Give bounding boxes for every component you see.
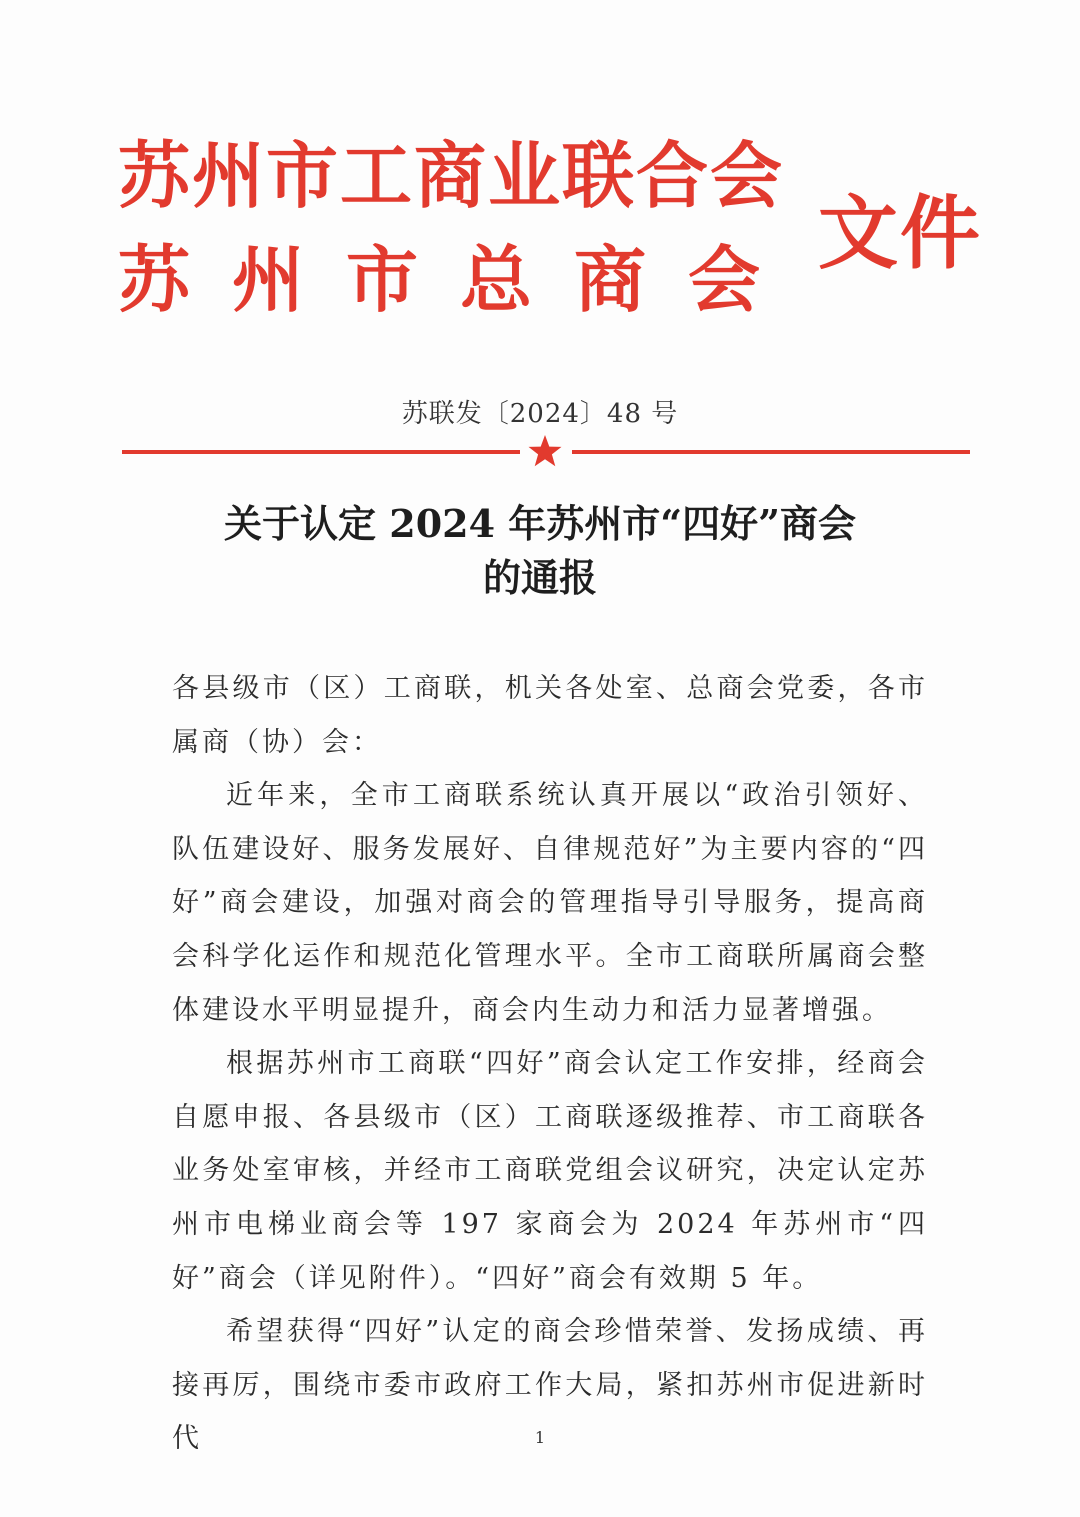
document-body xyxy=(172,662,928,1466)
page-number: 1 xyxy=(534,1428,546,1447)
body-paragraph: 近年来，全市工商联系统认真开展以“政治引领好、队伍建设好、服务发展好、自律规范好”为主要内容的“四好”商会建设，加强对商会的管理指导引导服务，提高商会科学化运作和规范化管理水平。全市工商联所属商会整体建设水平明显提升，商会内生动力和活力显著增强。 xyxy=(172,780,928,1026)
document-number: 苏联发〔2024〕48 号 xyxy=(401,399,679,429)
masthead xyxy=(118,128,998,328)
body-paragraph: 根据苏州市工商联“四好”商会认定工作安排，经商会自愿申报、各县级市（区）工商联逐级推荐、市工商联各业务处室审核，并经市工商联党组会议研究，决定认定苏州市电梯业商会等 197 家商会为 2024 年苏州市“四好”商会（详见附件）。“四好”商会有效期 5 年。 xyxy=(172,1048,928,1294)
issuer-name-1: 苏州市工商业联合会 xyxy=(118,133,785,218)
issuer-name-2: 苏州市总商会 xyxy=(118,237,803,322)
document-title-line-2: 的通报 xyxy=(482,555,597,600)
document-label: 文件 xyxy=(818,186,982,280)
red-divider-left xyxy=(122,450,520,454)
salutation: 各县级市（区）工商联，机关各处室、总商会党委，各市属商（协）会： xyxy=(172,673,928,758)
red-star-icon xyxy=(527,434,563,470)
body-paragraph: 希望获得“四好”认定的商会珍惜荣誉、发扬成绩、再接再厉，围绕市委市政府工作大局，紧扣苏州市促进新时代 xyxy=(172,1316,928,1455)
red-divider-right xyxy=(572,450,970,454)
document-title-line-1: 关于认定 2024 年苏州市“四好”商会 xyxy=(224,501,856,546)
